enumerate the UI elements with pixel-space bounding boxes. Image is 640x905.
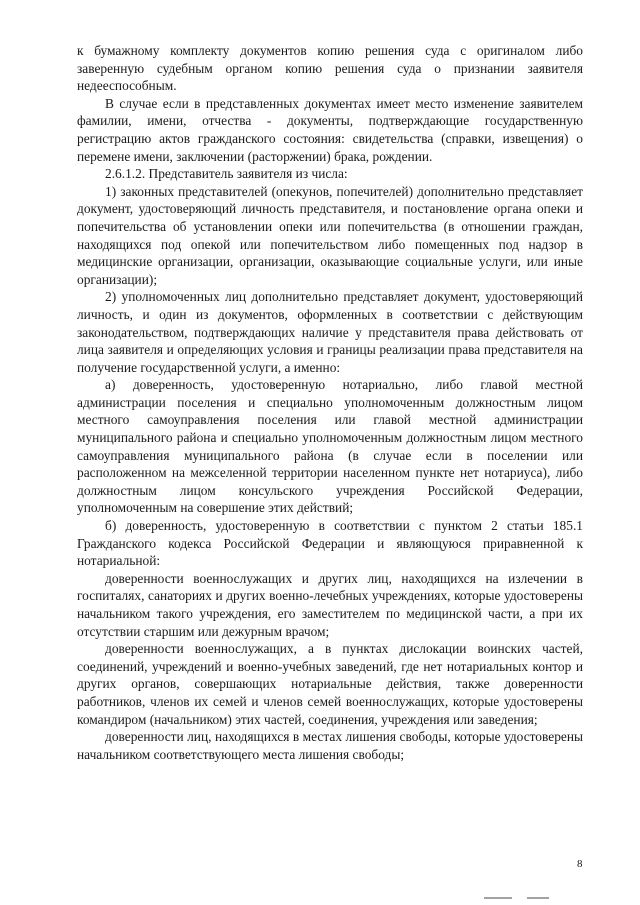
scan-artifact (484, 897, 512, 899)
list-item: 1) законных представителей (опекунов, попечителей) дополнительно представляет документ, удостоверяющий личность представителя, и постановление органа опеки и попечительства об установлении опеки или попечительства (в отношении граждан, находящихся под опекой или попечительством либо помещенных под надзор в медицинские организации, организации, оказывающие социальные услуги, или иные организации); (77, 183, 583, 287)
page-number: 8 (577, 858, 583, 870)
section-heading: 2.6.1.2. Представитель заявителя из числа: (105, 166, 348, 182)
list-item: б) доверенность, удостоверенную в соответствии с пунктом 2 статьи 185.1 Гражданского кодекса Российской Федерации и являющуюся приравненной к нотариальной: (77, 518, 583, 569)
paragraph: доверенности военнослужащих, а в пунктах дислокации воинских частей, соединений, учреждений и военно-учебных заведений, где нет нотариальных контор и других органов, совершающих нотариальные действия, также доверенности работников, членов их семей и членов семей военнослужащих, которые удостоверены командиром (начальником) этих частей, соединения, учреждения или заведения; (77, 641, 583, 727)
document-body (77, 42, 583, 763)
paragraph: В случае если в представленных документах имеет место изменение заявителем фамилии, имени, отчества - документы, подтверждающие государственную регистрацию актов гражданского состояния: свидетельства (справки, извещения) о перемене имени, заключении (расторжении) брака, рождении. (77, 95, 583, 164)
paragraph: к бумажному комплекту документов копию решения суда с оригиналом либо заверенную судебным органом копию решения суда о признании заявителя недееспособным. (77, 43, 583, 94)
paragraph: доверенности лиц, находящихся в местах лишения свободы, которые удостоверены начальником соответствующего места лишения свободы; (77, 729, 583, 762)
scan-artifact (527, 897, 549, 899)
paragraph: доверенности военнослужащих и других лиц, находящихся на излечении в госпиталях, санаториях и других военно-лечебных учреждениях, которые удостоверены начальником такого учреждения, его заместителем по медицинской части, а при их отсутствии старшим или дежурным врачом; (77, 570, 583, 639)
list-item: 2) уполномоченных лиц дополнительно представляет документ, удостоверяющий личность, и один из документов, оформленных в соответствии с действующим законодательством, подтверждающих наличие у представителя права действовать от лица заявителя и определяющих условия и границы реализации права представителя на получение государственной услуги, а именно: (77, 289, 583, 375)
list-item: а) доверенность, удостоверенную нотариально, либо главой местной администрации поселения и специально уполномоченным должностным лицом местного самоуправления поселения или главой местной администрации муниципального района и специально уполномоченным должностным лицом местного самоуправления муниципального района (в случае если в поселении или расположенном на межселенной территории населенном пункте нет нотариуса), либо должностным лицом консульского учреждения Российской Федерации, уполномоченным на совершение этих действий; (77, 377, 583, 516)
